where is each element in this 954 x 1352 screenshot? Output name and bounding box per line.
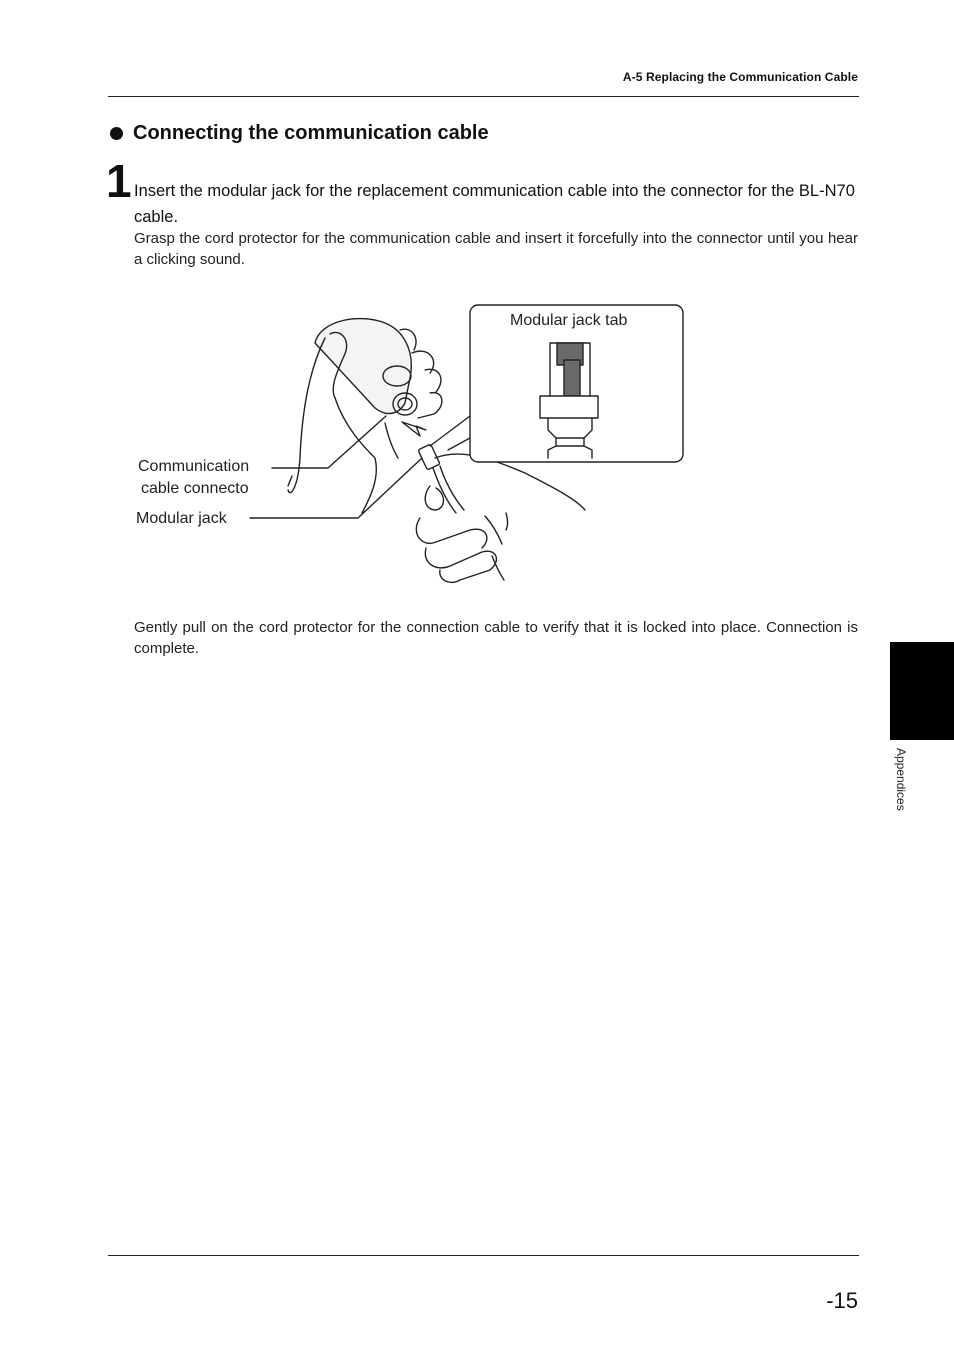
step-number: 1 — [106, 155, 132, 207]
footer-divider — [108, 1255, 859, 1256]
step-instruction: Insert the modular jack for the replacement communication cable into the connector for the BL-N70 cable. — [134, 182, 855, 226]
chapter-tab-label: Appendices — [894, 748, 908, 811]
bullet-icon — [110, 127, 123, 140]
connector-illustration — [130, 298, 690, 588]
label-modular-jack-tab: Modular jack tab — [510, 312, 628, 329]
section-title: Connecting the communication cable — [133, 122, 489, 144]
hand-connector-drawing — [130, 298, 690, 588]
page-number: -15 — [826, 1288, 858, 1313]
closing-paragraph: Gently pull on the cord protector for the connection cable to verify that it is locked into place. Connection is complete. — [134, 619, 858, 657]
header-divider — [108, 96, 859, 97]
label-modular-jack: Modular jack — [136, 510, 227, 527]
label-connector-line2: cable connecto — [141, 480, 249, 497]
running-header: A-5 Replacing the Communication Cable — [622, 70, 858, 84]
step-detail: Grasp the cord protector for the communication cable and insert it forcefully into the connector until you hear a clicking sound. — [134, 230, 858, 268]
section-heading — [110, 122, 489, 145]
label-connector-line1: Communication — [138, 458, 250, 475]
chapter-tab — [890, 642, 954, 740]
